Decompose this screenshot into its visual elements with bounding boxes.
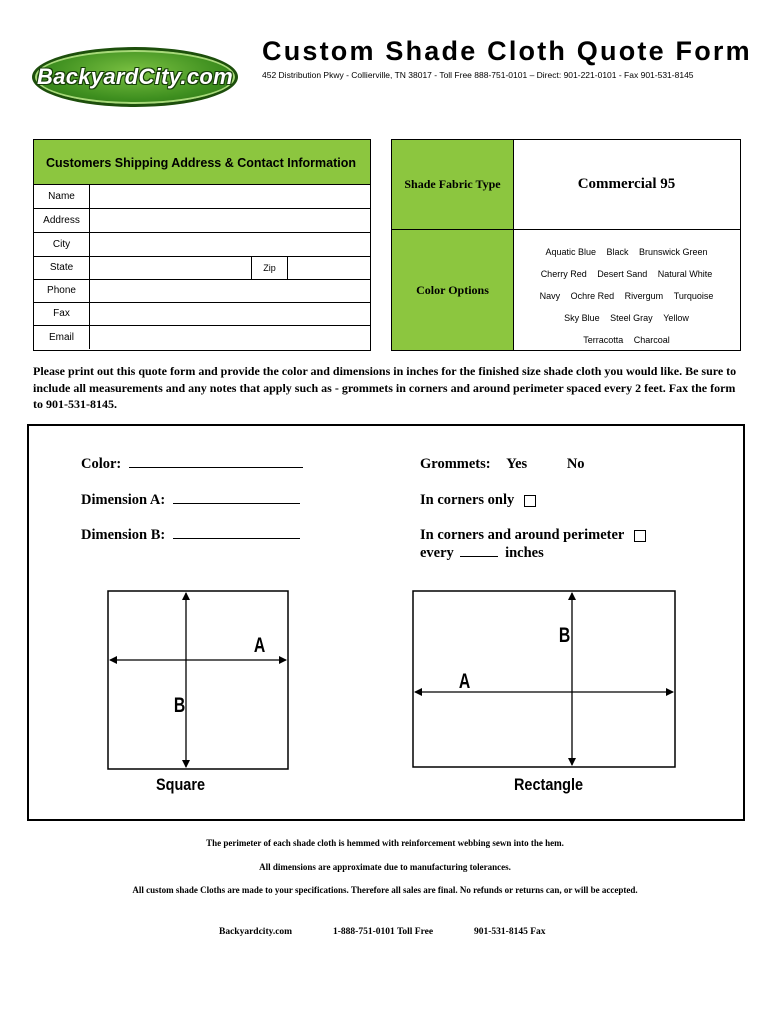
color-option: Navy: [539, 291, 561, 301]
square-diagram: [108, 591, 288, 769]
name-label: Name: [34, 185, 90, 208]
address-line: 452 Distribution Pkwy - Collierville, TN 38017 - Toll Free 888-751-0101 – Direct: 901-221-0101 - Fax 901-531-8145: [262, 70, 694, 80]
color-field-label: Color:: [81, 456, 122, 472]
color-row-1: [513, 247, 740, 257]
color-option: Yellow: [663, 313, 689, 323]
contact-info-box: [33, 139, 371, 351]
name-row[interactable]: [34, 185, 370, 209]
fax-label: Fax: [34, 302, 90, 325]
corners-only-label: In corners only: [420, 492, 515, 508]
fabric-type-label: Shade Fabric Type: [392, 140, 514, 229]
footer-note-hem: The perimeter of each shade cloth is hemmed with reinforcement webbing sewn into the hem.: [206, 838, 564, 848]
zip-label: Zip: [251, 256, 288, 279]
instructions-text: Please print out this quote form and provide the color and dimensions in inches for the finished size shade cloth you would like. Be sure to include all measurements and any notes that apply such as - grommets in corners and around perimeter spaced every 2 feet. Fax the form to 901-531-8145.: [33, 364, 737, 411]
rectangle-label-a: A: [458, 670, 471, 693]
color-option: Cherry Red: [540, 269, 587, 279]
contact-heading: Customers Shipping Address & Contact Information: [46, 156, 356, 170]
footer-fax: 901-531-8145 Fax: [474, 927, 546, 937]
footer-note-tolerance: All dimensions are approximate due to manufacturing tolerances.: [259, 862, 511, 872]
footer-website[interactable]: Backyardcity.com: [219, 927, 293, 937]
phone-row[interactable]: [34, 279, 370, 303]
color-option: Natural White: [657, 269, 713, 279]
color-option: Brunswick Green: [639, 247, 708, 257]
rectangle-outline: [413, 591, 675, 767]
fabric-divider: [392, 229, 740, 230]
address-row[interactable]: [34, 209, 370, 233]
color-option: Aquatic Blue: [545, 247, 596, 257]
color-option: Steel Gray: [610, 313, 653, 323]
color-option: Turquoise: [673, 291, 714, 301]
grommets-label: Grommets:: [420, 456, 491, 472]
phone-label: Phone: [34, 279, 90, 302]
fabric-options-box: [391, 139, 741, 351]
color-option: Charcoal: [633, 335, 670, 345]
city-row[interactable]: [34, 233, 370, 257]
color-options-label: Color Options: [392, 230, 514, 350]
address-label: Address: [34, 209, 90, 232]
color-option: Sky Blue: [564, 313, 600, 323]
city-label: City: [34, 233, 90, 256]
rectangle-label-b: B: [558, 624, 571, 647]
color-option: Rivergum: [624, 291, 664, 301]
shape-diagrams: [29, 426, 743, 819]
color-row-5: [513, 335, 740, 345]
grommets-yes[interactable]: Yes: [506, 456, 528, 472]
dimension-b-label: Dimension B:: [81, 527, 166, 543]
footer-note-final-sale: All custom shade Cloths are made to your specifications. Therefore all sales are final. No refunds or returns can, or will be accepted.: [132, 885, 638, 895]
fax-row[interactable]: [34, 302, 370, 326]
quote-form-box: [27, 424, 745, 821]
color-row-3: [513, 291, 740, 301]
square-caption: Square: [156, 775, 205, 794]
rectangle-diagram: [413, 591, 675, 767]
rectangle-caption: Rectangle: [514, 775, 584, 794]
email-label: Email: [34, 326, 90, 349]
square-label-b: B: [173, 694, 186, 717]
color-option: Ochre Red: [570, 291, 615, 301]
color-row-2: [513, 269, 740, 279]
state-row[interactable]: [34, 256, 370, 280]
email-row[interactable]: [34, 326, 370, 349]
logo-text: BackyardCity.com: [37, 64, 233, 89]
square-outline: [108, 591, 288, 769]
dimension-a-label: Dimension A:: [81, 492, 166, 508]
footer-toll-free: 1-888-751-0101 Toll Free: [333, 927, 434, 937]
color-option: Terracotta: [583, 335, 624, 345]
page-title: Custom Shade Cloth Quote Form: [262, 36, 752, 66]
square-label-a: A: [253, 634, 266, 657]
backyardcity-logo: [32, 47, 238, 107]
fabric-type-value: Commercial 95: [577, 176, 676, 192]
every-prefix: every: [420, 545, 454, 561]
every-suffix: inches: [505, 545, 544, 561]
color-option: Black: [606, 247, 629, 257]
corners-perimeter-label: In corners and around perimeter: [420, 527, 625, 543]
color-row-4: [513, 313, 740, 323]
color-option: Desert Sand: [597, 269, 648, 279]
contact-heading-bar: [34, 140, 370, 185]
state-label: State: [34, 256, 90, 279]
grommets-no[interactable]: No: [566, 456, 585, 472]
